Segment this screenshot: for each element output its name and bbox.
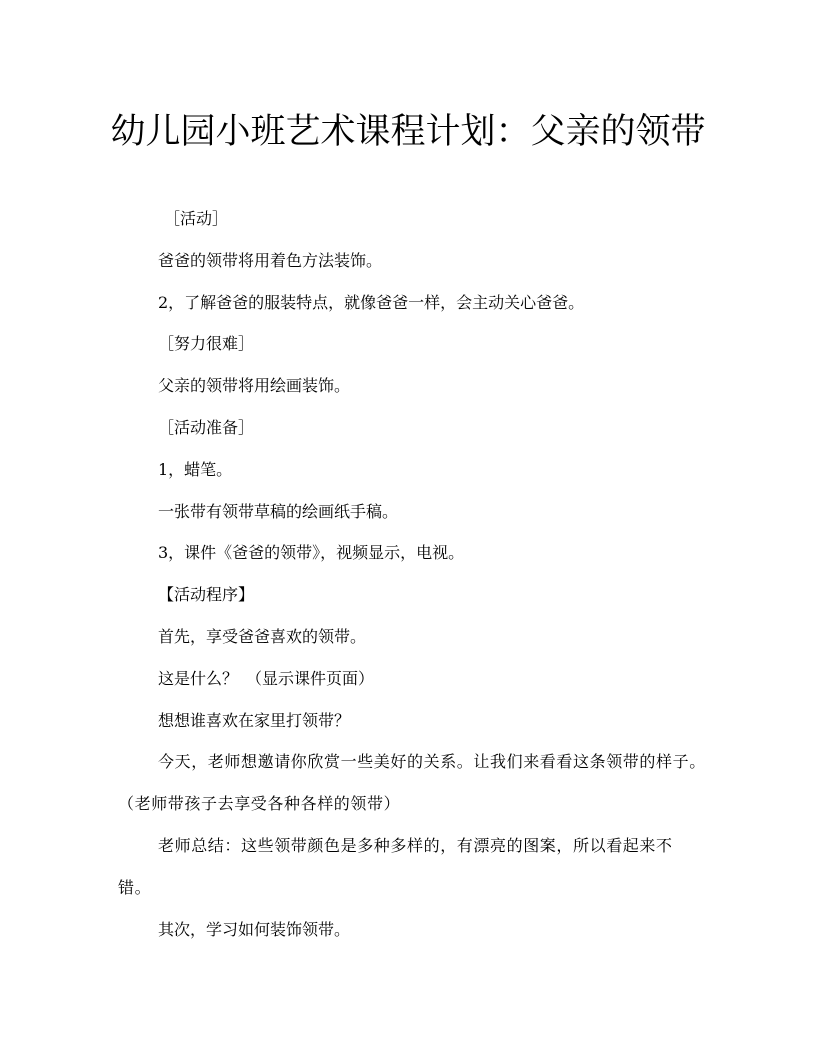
paragraph: 首先，享受爸爸喜欢的领带。 [158, 626, 367, 646]
paragraph: 一张带有领带草稿的绘画纸手稿。 [158, 501, 399, 521]
paragraph: 3，课件《爸爸的领带》，视频显示，电视。 [158, 543, 465, 563]
section-heading-preparation: ［活动准备］ [158, 417, 255, 437]
paragraph: 1，蜡笔。 [158, 459, 233, 479]
paragraph: 爸爸的领带将用着色方法装饰。 [158, 250, 383, 270]
paragraph: 老师总结：这些领带颜色是多种多样的，有漂亮的图案，所以看起来不错。 [118, 835, 673, 897]
paragraph: 今天，老师想邀请你欣赏一些美好的关系。让我们来看看这条领带的样子。 （老师带孩子去享受各种各样的领带） [118, 752, 715, 814]
paragraph: 2，了解爸爸的服装特点，就像爸爸一样，会主动关心爸爸。 [158, 292, 585, 312]
paragraph: 想想谁喜欢在家里打领带？ [158, 710, 351, 730]
paragraph: 其次，学习如何装饰领带。 [158, 919, 351, 939]
paragraph: 父亲的领带将用绘画装饰。 [158, 376, 351, 396]
section-heading-activity: ［活动］ [164, 209, 229, 228]
document-body [118, 198, 715, 950]
paragraph: 这是什么？ （显示课件页面） [158, 668, 375, 688]
section-heading-difficulty: ［努力很难］ [158, 334, 255, 354]
document-title: 幼儿园小班艺术课程计划：父亲的领带 [110, 112, 706, 152]
section-heading-procedure: 【活动程序】 [158, 585, 255, 605]
